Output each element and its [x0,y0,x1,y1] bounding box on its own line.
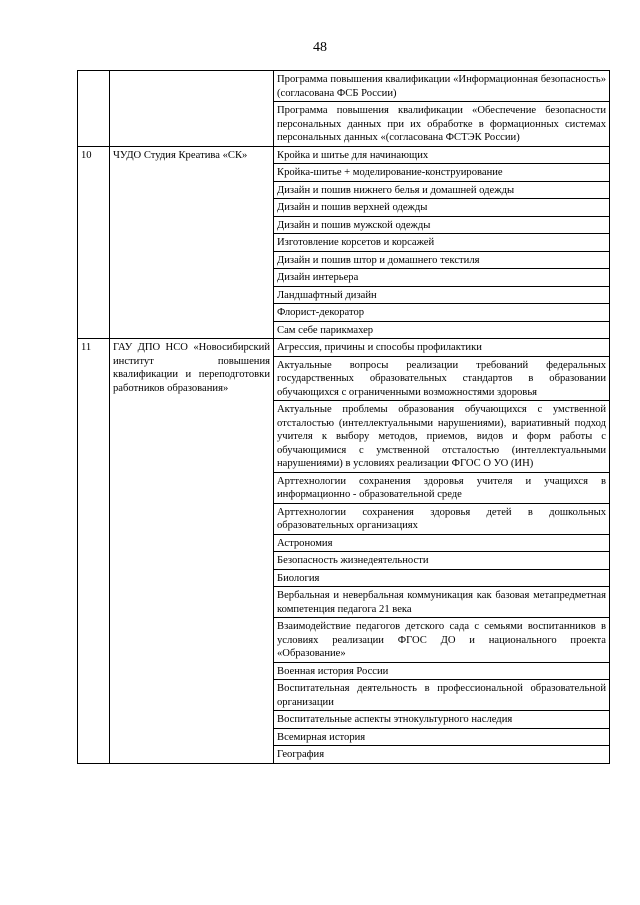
program-cell: Кройка-шитье + моделирование-конструирование [274,164,610,182]
programs-table [77,70,610,764]
organization-cell [110,71,274,147]
program-cell: Безопасность жизнедеятельности [274,552,610,570]
program-cell: Астрономия [274,534,610,552]
organization-cell: ЧУДО Студия Креатива «СК» [110,146,274,339]
table-row [78,339,610,357]
program-cell: Арттехнологии сохранения здоровья учителя и учащихся в информационно - образовательной среде [274,472,610,503]
program-cell: Ландшафтный дизайн [274,286,610,304]
program-cell: Актуальные проблемы образования обучающихся с умственной отсталостью (интеллектуальными нарушениями), вариативный подход учителя к выбору методов, приемов, видов и форм работы с обучающимися с умственной отсталостью (интеллектуальными нарушениями) в условиях реализации ФГОС О УО (ИН) [274,401,610,473]
program-cell: Взаимодействие педагогов детского сада с семьями воспитанников в условиях реализации ФГОС ДО и национального проекта «Образование» [274,618,610,663]
program-cell: Дизайн и пошив штор и домашнего текстиля [274,251,610,269]
page-number: 48 [313,40,327,55]
program-cell: Актуальные вопросы реализации требований федеральных государственных образовательных стандартов в образовании обучающихся с ограниченными возможностями здоровья [274,356,610,401]
table-row [78,71,610,102]
program-cell: Программа повышения квалификации «Информационная безопасность» (согласована ФСБ России) [274,71,610,102]
program-cell: Дизайн и пошив мужской одежды [274,216,610,234]
program-cell: Сам себе парикмахер [274,321,610,339]
program-cell: Флорист-декоратор [274,304,610,322]
program-cell: Дизайн и пошив верхней одежды [274,199,610,217]
program-cell: Воспитательные аспекты этнокультурного наследия [274,711,610,729]
program-cell: Военная история России [274,662,610,680]
program-cell: Программа повышения квалификации «Обеспечение безопасности персональных данных при их обработке в формационных системах персональных данных «(согласована ФСТЭК России) [274,102,610,147]
program-cell: Агрессия, причины и способы профилактики [274,339,610,357]
row-number-cell [78,71,110,147]
program-cell: Арттехнологии сохранения здоровья детей в дошкольных образовательных организациях [274,503,610,534]
program-cell: Изготовление корсетов и корсажей [274,234,610,252]
program-cell: География [274,746,610,764]
table-body [78,71,610,764]
row-number-cell: 11 [78,339,110,764]
program-cell: Дизайн интерьера [274,269,610,287]
program-cell: Дизайн и пошив нижнего белья и домашней одежды [274,181,610,199]
row-number-cell: 10 [78,146,110,339]
program-cell: Воспитательная деятельность в профессиональной образовательной организации [274,680,610,711]
table-row [78,146,610,164]
program-cell: Вербальная и невербальная коммуникация как базовая метапредметная компетенция педагога 21 века [274,587,610,618]
program-cell: Биология [274,569,610,587]
program-cell: Кройка и шитье для начинающих [274,146,610,164]
organization-cell: ГАУ ДПО НСО «Новосибирский институт повышения квалификации и переподготовки работников образования» [110,339,274,764]
program-cell: Всемирная история [274,728,610,746]
